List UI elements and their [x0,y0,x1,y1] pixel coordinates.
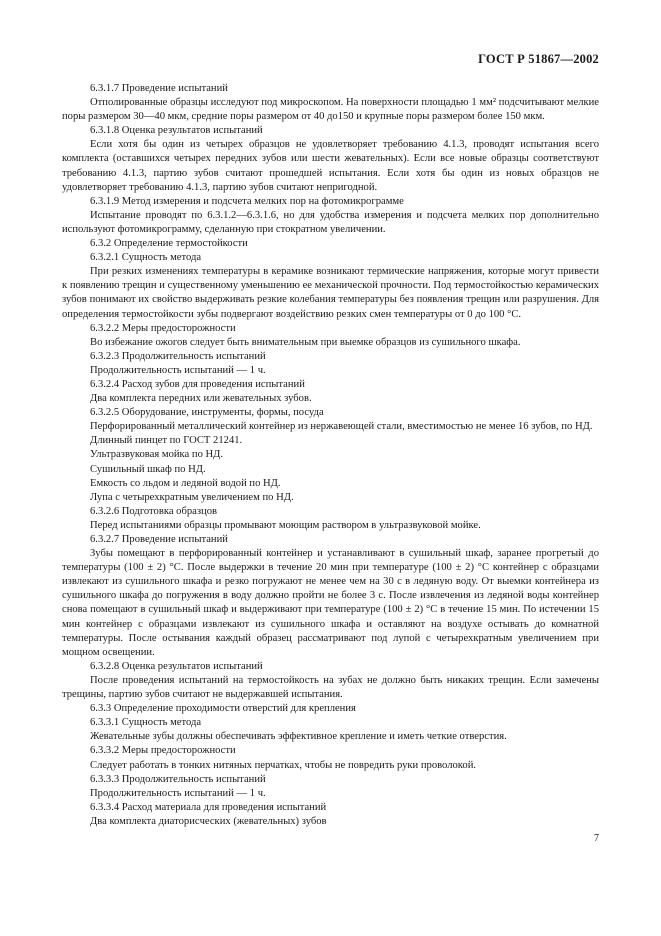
list-item: Длинный пинцет по ГОСТ 21241. [90,435,243,447]
list-item: Ультразвуковая мойка по НД. [90,449,224,461]
section-heading: 6.3.2.5 Оборудование, инструменты, формы, посуда [90,407,324,419]
section-heading: 6.3.2.7 Проведение испытаний [90,534,228,545]
section-heading: 6.3.2.6 Подготовка образцов [90,505,218,517]
section-heading: 6.3.3.2 Меры предосторожности [90,745,236,757]
paragraph: Испытание проводят по 6.3.1.2—6.3.1.6, но для удобства измерения и подсчета мелких пор дополнительно используют фотомикрограмму, сделанную при стократном увеличении. [62,209,599,235]
list-item: Сушильный шкаф по НД. [90,463,206,475]
paragraph: Продолжительность испытаний — 1 ч. [90,364,266,376]
section-heading: 6.3.1.7 Проведение испытаний [90,83,228,94]
section-heading: 6.3.2.4 Расход зубов для проведения испытаний [90,378,305,390]
section-heading: 6.3.2.1 Сущность метода [90,252,202,264]
section-heading: 6.3.2.3 Продолжительность испытаний [90,350,266,362]
paragraph: Во избежание ожогов следует быть внимательным при выемке образцов из сушильного шкафа. [90,336,521,348]
paragraph: Перед испытаниями образцы промывают моющим раствором в ультразвуковой мойке. [90,519,481,531]
list-item: Лупа с четырехкратным увеличением по НД. [90,491,294,503]
document-body [62,82,599,829]
section-heading: 6.3.3.1 Сущность метода [90,717,202,729]
document-header: ГОСТ Р 51867—2002 [478,52,599,66]
paragraph: Два комплекта передних или жевательных зубов. [90,393,312,405]
section-heading: 6.3.3.4 Расход материала для проведения испытаний [90,801,327,813]
paragraph: После проведения испытаний на термостойкость на зубах не должно быть никаких трещин. Если замечены трещины, партию зубов считают не выдержавшей испытания. [62,674,599,701]
paragraph: Продолжительность испытаний — 1 ч. [90,787,266,799]
paragraph: Если хотя бы один из четырех образцов не удовлетворяет требованию 4.1.3, проводят испытания всего комплекта (оставшихся четырех передних зубов или шести жевательных). Если все новые образцы соответствуют требованию 4.1.3, партию зубов считают прошедшей испытания. Если хотя бы один из новых образцов не удовлетворяет требованию 4.1.3, партию зубов считают непригодной. [62,139,599,193]
section-heading: 6.3.3.3 Продолжительность испытаний [90,773,266,785]
section-heading: 6.3.1.9 Метод измерения и подсчета мелких пор на фотомикрограмме [90,195,404,207]
section-heading: 6.3.1.8 Оценка результатов испытаний [90,125,263,137]
section-heading: 6.3.2.8 Оценка результатов испытаний [90,660,263,672]
section-heading: 6.3.3 Определение проходимости отверстий для крепления [90,703,356,715]
list-item: Емкость со льдом и ледяной водой по НД. [90,477,281,489]
paragraph: Жевательные зубы должны обеспечивать эффективное крепление и иметь четкие отверстия. [90,731,507,743]
paragraph: Зубы помещают в перфорированный контейнер и устанавливают в сушильный шкаф, заранее прогретый до температуры (100 ± 2) °С. После выдержки в течение 20 мин при температуре (100 ± 2) °С контейнер с образцами извлекают из сушильного шкафа и резко погружают не менее чем на 30 с в ледяную воду. От выемки контейнера из сушильного шкафа до погружения в воду должно пройти не более 3 с. После извлечения из ледяной воды контейнер снова помещают в сушильный шкаф и выдерживают при температуре (100 ± 2) °С в течение 15 мин. По истечении 15 мин контейнер с образцами извлекают из сушильного шкафа и оставляют на воздухе остывать до комнатной температуры. После остывания каждый образец рассматривают под лупой с четырехкратным увеличением при мощном освещении. [62,548,599,658]
section-heading: 6.3.2 Определение термостойкости [90,238,248,250]
paragraph: Следует работать в тонких нитяных перчатках, чтобы не повредить руки проволокой. [90,759,477,771]
paragraph: Перфорированный металлический контейнер из нержавеющей стали, вместимостью не менее 16 зубов, по НД. [90,421,593,433]
page-number: 7 [594,833,599,844]
section-heading: 6.3.2.2 Меры предосторожности [90,322,236,334]
paragraph: Отполированные образцы исследуют под микроскопом. На поверхности площадью 1 мм² подсчитывают мелкие поры размером 30—40 мкм, средние поры размером от 40 до150 и крупные поры размером более 150 мкм. [62,97,599,123]
paragraph: Два комплекта диаториcческих (жевательных) зубов [90,815,327,827]
paragraph: При резких изменениях температуры в керамике возникают термические напряжения, которые могут привести к появлению трещин и существенному уменьшению ее механической прочности. Под термостойкостью керамических зубов понимают их свойство выдерживать резкие колебания температуры без появления трещин или разрушения. Для определения термостойкости зубы подвергают воздействию резких смен температуры от 0 до 100 °С. [62,266,599,320]
